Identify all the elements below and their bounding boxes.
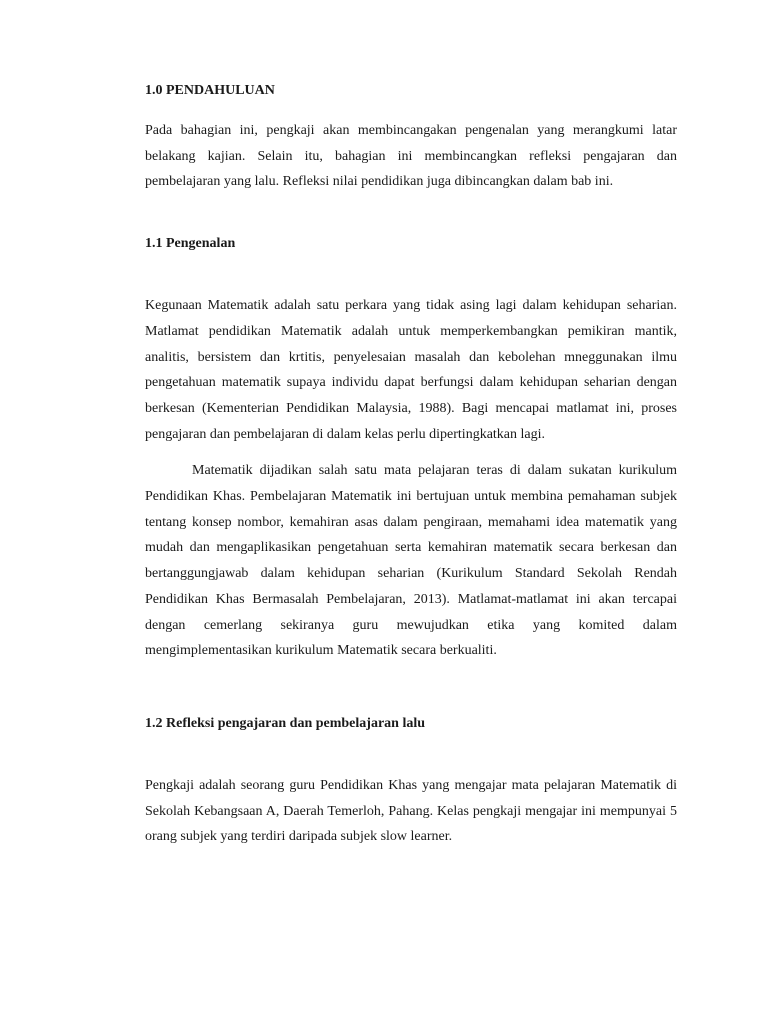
section-heading-pendahuluan: 1.0 PENDAHULUAN (145, 83, 275, 98)
section-heading-refleksi: 1.2 Refleksi pengajaran dan pembelajaran lalu (145, 715, 426, 731)
paragraph-pendahuluan: Pada bahagian ini, pengkaji akan membincangakan pengenalan yang merangkumi latar belakang kajian. Selain itu, bahagian ini membincangkan refleksi pengajaran dan pembelajaran yang lalu. Refleksi nilai pendidikan juga dibincangkan dalam bab ini. (145, 123, 677, 190)
paragraph-pengenalan-1: Kegunaan Matematik adalah satu perkara yang tidak asing lagi dalam kehidupan seharian. Matlamat pendidikan Matematik adalah untuk memperkembangkan pemikiran mantik, analitis, bersistem dan krtitis, penyelesaian masalah dan kebolehan mneggunakan ilmu pengetahuan matematik supaya individu dapat berfungsi dalam kehidupan seharian dengan berkesan (Kementerian Pendidikan Malaysia, 1988). Bagi mencapai matlamat ini, proses pengajaran dan pembelajaran di dalam kelas perlu dipertingkatkan lagi. (145, 298, 677, 442)
document-body (145, 78, 677, 850)
section-heading-pengenalan: 1.1 Pengenalan (145, 236, 236, 252)
paragraph-refleksi: Pengkaji adalah seorang guru Pendidikan Khas yang mengajar mata pelajaran Matematik di Sekolah Kebangsaan A, Daerah Temerloh, Pahang. Kelas pengkaji mengajar ini mempunyai 5 orang subjek yang terdiri daripada subjek slow learner. (145, 777, 677, 845)
paragraph-pengenalan-2: Matematik dijadikan salah satu mata pelajaran teras di dalam sukatan kurikulum Pendidikan Khas. Pembelajaran Matematik ini bertujuan untuk membina pemahaman subjek tentang konsep nombor, kemahiran asas dalam pengiraan, memahami idea matematik yang mudah dan mengaplikasikan pengetahuan serta kemahiran matematik secara berkesan dan bertanggungjawab dalam kehidupan seharian (Kurikulum Standard Sekolah Rendah Pendidikan Khas Bermasalah Pembelajaran, 2013). Matlamat-matlamat ini akan tercapai dengan cemerlang sekiranya guru mewujudkan etika yang komited dalam mengimplementasikan kurikulum Matematik secara berkualiti. (145, 463, 677, 659)
